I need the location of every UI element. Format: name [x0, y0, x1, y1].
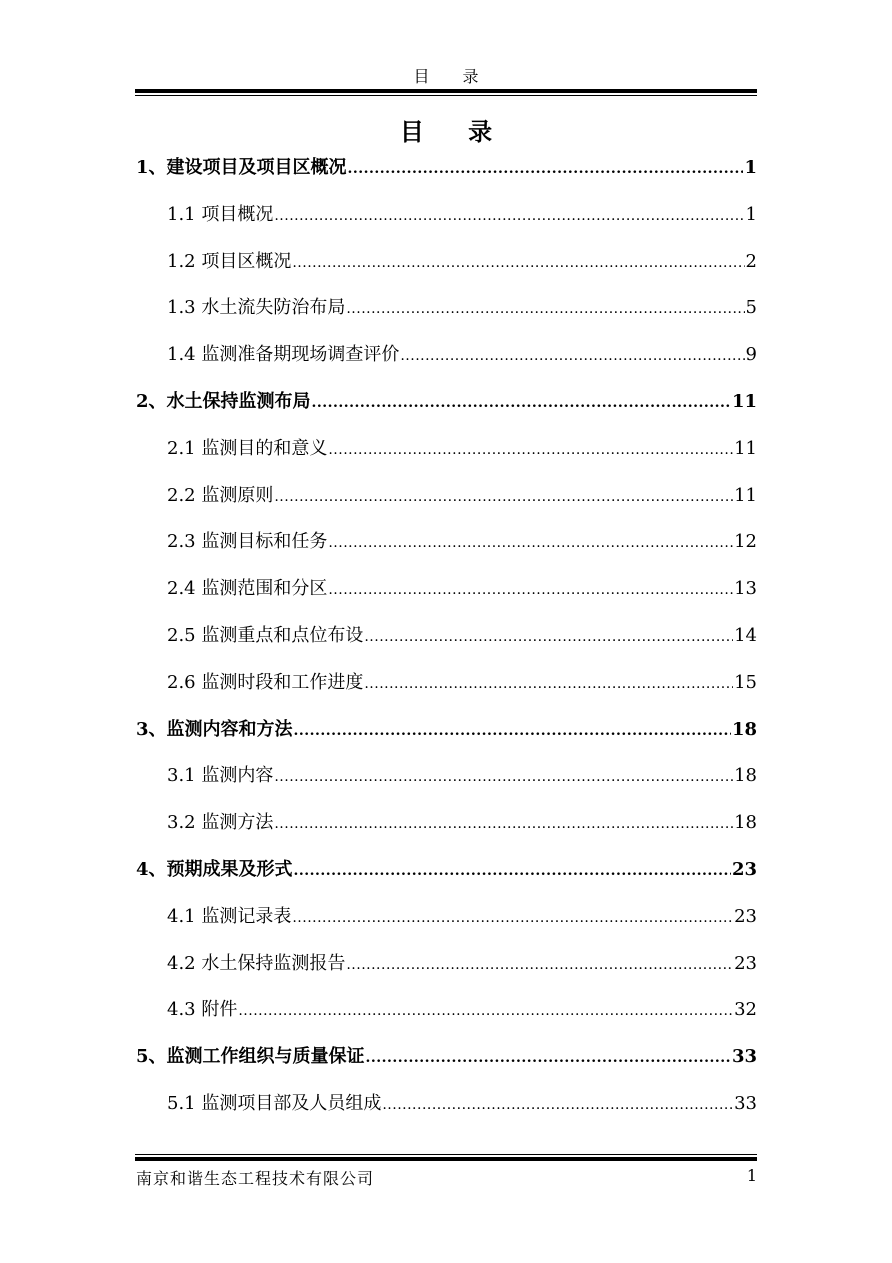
toc-dot-leader [328, 437, 733, 463]
toc-entry[interactable] [167, 1091, 757, 1117]
toc-dot-leader [274, 484, 733, 510]
toc-entry-label: 2.6 监测时段和工作进度 [167, 671, 364, 693]
toc-entry[interactable] [167, 904, 757, 930]
toc-dot-leader [382, 1092, 733, 1118]
toc-entry[interactable] [167, 483, 757, 509]
toc-entry[interactable] [167, 249, 757, 275]
toc-entry[interactable] [136, 1044, 757, 1070]
toc-entry-page: 33 [734, 1093, 757, 1114]
toc-entry[interactable] [167, 997, 757, 1023]
toc-entry-label: 3.2 监测方法 [167, 812, 274, 834]
footer-rule-thick [135, 1157, 757, 1161]
toc-entry[interactable] [136, 155, 757, 181]
toc-dot-leader [292, 905, 733, 931]
toc-entry-page: 1 [745, 203, 757, 225]
toc-entry-page: 5 [745, 297, 757, 319]
toc-entry-page: 18 [734, 812, 757, 834]
toc-dot-leader [346, 952, 733, 978]
toc-entry-page: 11 [731, 391, 757, 412]
toc-entry[interactable] [167, 670, 757, 696]
toc-dot-leader [328, 577, 733, 603]
toc-entry-label: 1、建设项目及项目区概况 [136, 157, 347, 178]
toc-entry-page: 11 [734, 437, 757, 459]
toc-entry[interactable] [167, 342, 757, 368]
toc-dot-leader [366, 1045, 731, 1071]
toc-entry-label: 2、水土保持监测布局 [136, 391, 311, 412]
footer-rule-thin [135, 1154, 757, 1155]
toc-title: 目 录 [399, 117, 511, 146]
toc-entry-page: 2 [745, 250, 757, 272]
toc-entry-label: 3.1 监测内容 [167, 765, 274, 787]
toc-entry[interactable] [167, 529, 757, 555]
toc-entry-page: 18 [734, 765, 757, 787]
toc-entry-label: 4.1 监测记录表 [167, 905, 292, 927]
toc-entry-label: 2.4 监测范围和分区 [167, 578, 328, 600]
toc-entry[interactable] [167, 295, 757, 321]
toc-dot-leader [312, 390, 731, 416]
toc-entry-page: 18 [731, 718, 757, 740]
toc-entry-page: 23 [731, 859, 757, 880]
toc-entry[interactable] [136, 389, 757, 415]
toc-entry-page: 14 [734, 625, 757, 646]
toc-entry[interactable] [136, 717, 757, 743]
toc-entry-label: 5.1 监测项目部及人员组成 [167, 1093, 382, 1114]
toc-entry-label: 3、监测内容和方法 [136, 718, 293, 740]
toc-dot-leader [238, 998, 733, 1024]
toc-entry-page: 23 [734, 905, 757, 927]
toc-entry-page: 13 [734, 578, 757, 600]
toc-dot-leader [400, 343, 744, 369]
toc-entry[interactable] [167, 951, 757, 977]
toc-entry-page: 9 [745, 344, 757, 366]
toc-dot-leader [292, 250, 744, 276]
toc-entry-page: 32 [734, 999, 757, 1021]
toc-dot-leader [348, 156, 744, 182]
toc-dot-leader [274, 764, 733, 790]
toc-entry-label: 2.5 监测重点和点位布设 [167, 625, 364, 646]
toc-entry-page: 12 [734, 531, 757, 553]
footer-company: 南京和谐生态工程技术有限公司 [136, 1169, 375, 1188]
toc-entry[interactable] [167, 202, 757, 228]
toc-entry-label: 1.4 监测准备期现场调查评价 [167, 344, 400, 366]
toc-entry-label: 5、监测工作组织与质量保证 [136, 1046, 365, 1068]
toc-dot-leader [274, 811, 733, 837]
toc-entry-label: 1.1 项目概况 [167, 203, 274, 225]
toc-dot-leader [294, 858, 731, 884]
toc-entry-page: 33 [731, 1046, 757, 1068]
toc-dot-leader [346, 296, 744, 322]
toc-entry-page: 15 [734, 671, 757, 693]
toc-entry[interactable] [167, 436, 757, 462]
toc-dot-leader [328, 530, 733, 556]
toc-dot-leader [274, 203, 744, 229]
toc-entry[interactable] [167, 623, 757, 649]
footer-page-number: 1 [746, 1166, 757, 1185]
toc-entry-label: 4、预期成果及形式 [136, 859, 293, 880]
toc-entry[interactable] [167, 810, 757, 836]
toc-dot-leader [294, 718, 731, 744]
toc-entry-label: 2.1 监测目的和意义 [167, 437, 328, 459]
toc-entry-page: 23 [734, 952, 757, 974]
toc-entry[interactable] [167, 576, 757, 602]
toc-entry-label: 2.3 监测目标和任务 [167, 531, 328, 553]
toc-entry-label: 4.2 水土保持监测报告 [167, 952, 346, 974]
toc-entry-label: 4.3 附件 [167, 999, 238, 1021]
toc-entry-page: 1 [744, 157, 757, 178]
toc-entry-label: 2.2 监测原则 [167, 484, 274, 506]
running-header: 目 录 [413, 67, 493, 86]
toc-entry-label: 1.3 水土流失防治布局 [167, 297, 346, 319]
toc-entry[interactable] [136, 857, 757, 883]
toc-entry-page: 11 [734, 484, 757, 506]
toc-dot-leader [364, 671, 733, 697]
toc-dot-leader [364, 624, 733, 650]
toc-entry-label: 1.2 项目区概况 [167, 250, 292, 272]
toc-entry[interactable] [167, 763, 757, 789]
